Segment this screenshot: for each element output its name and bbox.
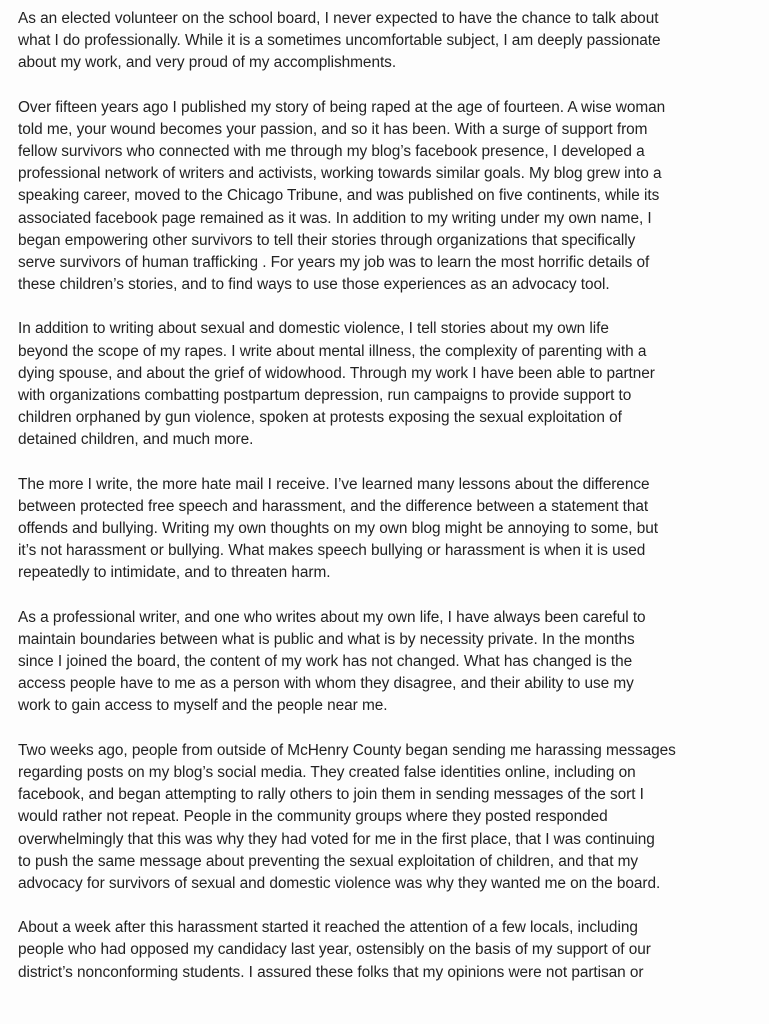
text-line: Two weeks ago, people from outside of McHenry County began sending me harassing messages — [18, 741, 676, 759]
text-line: what I do professionally. While it is a sometimes uncomfortable subject, I am deeply passionate — [18, 32, 661, 50]
text-line: advocacy for survivors of sexual and domestic violence was why they wanted me on the board. — [18, 874, 661, 892]
text-line: facebook, and began attempting to rally others to join them in sending messages of the sort I — [18, 786, 644, 804]
text-line: beyond the scope of my rapes. I write about mental illness, the complexity of parenting with a — [18, 342, 647, 360]
text-line: repeatedly to intimidate, and to threaten harm. — [18, 564, 331, 582]
text-line: to push the same message about preventing the sexual exploitation of children, and that my — [18, 852, 639, 870]
text-line: fellow survivors who connected with me through my blog’s facebook presence, I developed a — [18, 143, 645, 161]
text-line: children orphaned by gun violence, spoken at protests exposing the sexual exploitation of — [18, 409, 622, 427]
text-line: associated facebook page remained as it was. In addition to my writing under my own name, I — [18, 209, 652, 227]
text-line: dying spouse, and about the grief of widowhood. Through my work I have been able to partner — [18, 364, 655, 382]
text-line: since I joined the board, the content of my work has not changed. What has changed is the — [18, 653, 633, 671]
text-line: As a professional writer, and one who writes about my own life, I have always been careful to — [18, 608, 646, 626]
text-line: professional network of writers and activists, working towards similar goals. My blog grew into a — [18, 165, 662, 183]
text-line: would rather not repeat. People in the community groups where they posted responded — [18, 808, 608, 826]
text-line: about my work, and very proud of my accomplishments. — [18, 54, 397, 72]
paragraph — [18, 8, 758, 75]
text-line: As an elected volunteer on the school board, I never expected to have the chance to talk about — [18, 10, 659, 27]
text-line: serve survivors of human trafficking . For years my job was to learn the most horrific details of — [18, 254, 650, 272]
text-line: In addition to writing about sexual and domestic violence, I tell stories about my own life — [18, 320, 609, 338]
paragraph — [18, 917, 758, 984]
paragraph — [18, 740, 758, 895]
text-line: these children’s stories, and to find ways to use those experiences as an advocacy tool. — [18, 276, 610, 294]
text-line: it’s not harassment or bullying. What makes speech bullying or harassment is when it is used — [18, 542, 646, 560]
text-line: About a week after this harassment started it reached the attention of a few locals, including — [18, 919, 638, 937]
text-line: overwhelmingly that this was why they had voted for me in the first place, that I was continuing — [18, 830, 655, 848]
paragraph — [18, 607, 758, 718]
text-line: offends and bullying. Writing my own thoughts on my own blog might be annoying to some, but — [18, 520, 658, 538]
text-line: told me, your wound becomes your passion, and so it has been. With a surge of support from — [18, 120, 648, 138]
text-line: began empowering other survivors to tell their stories through organizations that specifically — [18, 231, 636, 249]
text-line: district’s nonconforming students. I assured these folks that my opinions were not partisan or — [18, 963, 644, 981]
text-line: The more I write, the more hate mail I receive. I’ve learned many lessons about the difference — [18, 475, 650, 493]
text-line: Over fifteen years ago I published my story of being raped at the age of fourteen. A wise woman — [18, 98, 666, 116]
text-line: access people have to me as a person with whom they disagree, and their ability to use my — [18, 675, 634, 693]
document-body — [18, 8, 758, 1006]
paragraph — [18, 474, 758, 585]
text-line: with organizations combatting postpartum depression, run campaigns to provide support to — [18, 387, 632, 405]
paragraph — [18, 97, 758, 297]
text-line: detained children, and much more. — [18, 431, 254, 449]
text-line: people who had opposed my candidacy last year, ostensibly on the basis of my support of our — [18, 941, 651, 959]
text-line: maintain boundaries between what is public and what is by necessity private. In the months — [18, 630, 635, 648]
text-line: speaking career, moved to the Chicago Tribune, and was published on five continents, while its — [18, 187, 660, 205]
paragraph — [18, 318, 758, 451]
text-line: regarding posts on my blog’s social media. They created false identities online, including on — [18, 763, 636, 781]
text-line: between protected free speech and harassment, and the difference between a statement that — [18, 497, 649, 515]
text-line: work to gain access to myself and the people near me. — [18, 697, 388, 715]
